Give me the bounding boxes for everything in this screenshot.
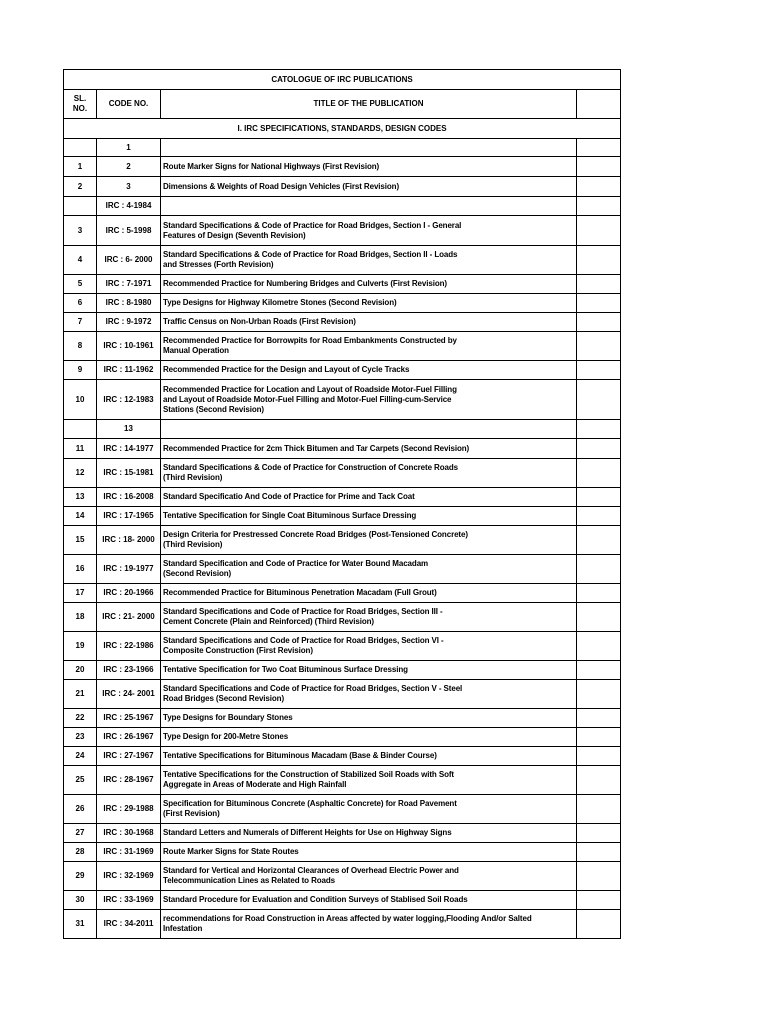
sl-no-cell: 30	[64, 891, 97, 910]
sl-no-cell: 22	[64, 709, 97, 728]
empty-cell	[577, 910, 621, 939]
code-no-cell: IRC : 5-1998	[97, 216, 161, 246]
sl-no-cell: 19	[64, 632, 97, 661]
sl-no-cell: 23	[64, 728, 97, 747]
sl-no-cell: 1	[64, 157, 97, 177]
table-row	[64, 216, 621, 246]
table-row	[64, 197, 621, 216]
empty-cell	[577, 488, 621, 507]
empty-cell	[577, 661, 621, 680]
sl-no-cell: 4	[64, 246, 97, 275]
sl-no-cell	[64, 197, 97, 216]
table-row	[64, 680, 621, 709]
table-row	[64, 439, 621, 459]
title-cell	[161, 139, 577, 157]
table-row	[64, 728, 621, 747]
title-cell: Type Designs for Highway Kilometre Stones (Second Revision)	[161, 294, 577, 313]
section-row	[64, 119, 621, 139]
empty-cell	[577, 459, 621, 488]
sl-no-cell: 7	[64, 313, 97, 332]
title-cell: Standard Letters and Numerals of Different Heights for Use on Highway Signs	[161, 824, 577, 843]
header-empty-cell	[577, 90, 621, 119]
empty-cell	[577, 177, 621, 197]
title-cell: Recommended Practice for Bituminous Penetration Macadam (Full Grout)	[161, 584, 577, 603]
header-row	[64, 90, 621, 119]
sl-no-cell	[64, 139, 97, 157]
title-cell: Standard Specificatio And Code of Practice for Prime and Tack Coat	[161, 488, 577, 507]
table-row	[64, 380, 621, 420]
title-cell: Standard Specifications & Code of Practice for Road Bridges, Section I - General Features of Design (Seventh Revision)	[161, 216, 577, 246]
table-row	[64, 709, 621, 728]
sl-no-cell: 14	[64, 507, 97, 526]
empty-cell	[577, 795, 621, 824]
header-title: TITLE OF THE PUBLICATION	[161, 90, 577, 119]
code-no-cell: IRC : 33-1969	[97, 891, 161, 910]
table-row	[64, 488, 621, 507]
sl-no-cell: 24	[64, 747, 97, 766]
empty-cell	[577, 439, 621, 459]
table-row	[64, 795, 621, 824]
table-row	[64, 507, 621, 526]
empty-cell	[577, 891, 621, 910]
title-cell: recommendations for Road Construction in Areas affected by water logging,Flooding And/or Salted Infestation	[161, 910, 577, 939]
code-no-cell: IRC : 32-1969	[97, 862, 161, 891]
empty-cell	[577, 824, 621, 843]
empty-cell	[577, 709, 621, 728]
empty-cell	[577, 157, 621, 177]
table-row	[64, 766, 621, 795]
table-row	[64, 275, 621, 294]
sl-no-cell: 29	[64, 862, 97, 891]
sl-no-cell: 9	[64, 361, 97, 380]
code-no-cell: IRC : 6- 2000	[97, 246, 161, 275]
sl-no-cell: 3	[64, 216, 97, 246]
sl-no-cell: 8	[64, 332, 97, 361]
empty-cell	[577, 747, 621, 766]
table-row	[64, 177, 621, 197]
table-row	[64, 526, 621, 555]
sl-no-cell: 25	[64, 766, 97, 795]
sl-no-cell: 2	[64, 177, 97, 197]
header-code-no: CODE NO.	[97, 90, 161, 119]
empty-cell	[577, 843, 621, 862]
title-cell: Recommended Practice for Borrowpits for Road Embankments Constructed by Manual Operation	[161, 332, 577, 361]
code-no-cell: IRC : 26-1967	[97, 728, 161, 747]
title-cell: Tentative Specifications for Bituminous Macadam (Base & Binder Course)	[161, 747, 577, 766]
sl-no-cell: 15	[64, 526, 97, 555]
table-row	[64, 246, 621, 275]
code-no-cell: IRC : 11-1962	[97, 361, 161, 380]
sl-no-cell: 11	[64, 439, 97, 459]
code-no-cell: IRC : 22-1986	[97, 632, 161, 661]
empty-cell	[577, 728, 621, 747]
code-no-cell: IRC : 29-1988	[97, 795, 161, 824]
code-no-cell: IRC : 12-1983	[97, 380, 161, 420]
sl-no-cell: 6	[64, 294, 97, 313]
empty-cell	[577, 766, 621, 795]
title-cell: Route Marker Signs for State Routes	[161, 843, 577, 862]
empty-cell	[577, 139, 621, 157]
section-heading: I. IRC SPECIFICATIONS, STANDARDS, DESIGN CODES	[64, 119, 621, 139]
table-row	[64, 294, 621, 313]
sl-no-cell: 17	[64, 584, 97, 603]
table-row	[64, 824, 621, 843]
table-row	[64, 910, 621, 939]
empty-cell	[577, 680, 621, 709]
title-cell: Standard for Vertical and Horizontal Clearances of Overhead Electric Power and Telecommunication Lines as Related to Roads	[161, 862, 577, 891]
title-cell: Recommended Practice for Numbering Bridges and Culverts (First Revision)	[161, 275, 577, 294]
empty-cell	[577, 246, 621, 275]
title-cell	[161, 197, 577, 216]
code-no-cell: 1	[97, 139, 161, 157]
table-row	[64, 891, 621, 910]
title-cell: Type Designs for Boundary Stones	[161, 709, 577, 728]
empty-cell	[577, 332, 621, 361]
code-no-cell: IRC : 34-2011	[97, 910, 161, 939]
sl-no-cell: 16	[64, 555, 97, 584]
sl-no-cell: 18	[64, 603, 97, 632]
table-row	[64, 139, 621, 157]
code-no-cell: IRC : 31-1969	[97, 843, 161, 862]
title-cell: Route Marker Signs for National Highways (First Revision)	[161, 157, 577, 177]
table-row	[64, 555, 621, 584]
table-row	[64, 584, 621, 603]
table-row	[64, 843, 621, 862]
code-no-cell: IRC : 24- 2001	[97, 680, 161, 709]
empty-cell	[577, 197, 621, 216]
empty-cell	[577, 380, 621, 420]
sl-no-cell: 28	[64, 843, 97, 862]
title-cell: Standard Specifications and Code of Practice for Road Bridges, Section VI - Composite Construction (First Revision)	[161, 632, 577, 661]
sl-no-cell: 21	[64, 680, 97, 709]
table-row	[64, 747, 621, 766]
empty-cell	[577, 313, 621, 332]
code-no-cell: IRC : 19-1977	[97, 555, 161, 584]
sl-no-cell	[64, 420, 97, 439]
title-cell: Standard Specifications & Code of Practice for Construction of Concrete Roads (Third Revision)	[161, 459, 577, 488]
title-cell	[161, 420, 577, 439]
empty-cell	[577, 603, 621, 632]
title-cell: Standard Specifications and Code of Practice for Road Bridges, Section III - Cement Concrete (Plain and Reinforced) (Third Revision)	[161, 603, 577, 632]
code-no-cell: 2	[97, 157, 161, 177]
code-no-cell: IRC : 17-1965	[97, 507, 161, 526]
title-cell: Dimensions & Weights of Road Design Vehicles (First Revision)	[161, 177, 577, 197]
table-row	[64, 332, 621, 361]
table-row	[64, 459, 621, 488]
code-no-cell: IRC : 7-1971	[97, 275, 161, 294]
sl-no-cell: 5	[64, 275, 97, 294]
code-no-cell: IRC : 14-1977	[97, 439, 161, 459]
caption-row	[64, 70, 621, 90]
header-sl-no: SL. NO.	[64, 90, 97, 119]
code-no-cell: IRC : 18- 2000	[97, 526, 161, 555]
title-cell: Traffic Census on Non-Urban Roads (First Revision)	[161, 313, 577, 332]
code-no-cell: 3	[97, 177, 161, 197]
title-cell: Standard Specifications & Code of Practice for Road Bridges, Section II - Loads and Stresses (Forth Revision)	[161, 246, 577, 275]
sl-no-cell: 12	[64, 459, 97, 488]
empty-cell	[577, 420, 621, 439]
code-no-cell: IRC : 4-1984	[97, 197, 161, 216]
title-cell: Standard Specification and Code of Practice for Water Bound Macadam (Second Revision)	[161, 555, 577, 584]
title-cell: Tentative Specification for Two Coat Bituminous Surface Dressing	[161, 661, 577, 680]
table-row	[64, 603, 621, 632]
empty-cell	[577, 555, 621, 584]
empty-cell	[577, 275, 621, 294]
table-row	[64, 420, 621, 439]
empty-cell	[577, 294, 621, 313]
title-cell: Type Design for 200-Metre Stones	[161, 728, 577, 747]
table-row	[64, 661, 621, 680]
title-cell: Design Criteria for Prestressed Concrete Road Bridges (Post-Tensioned Concrete) (Third Revision)	[161, 526, 577, 555]
empty-cell	[577, 862, 621, 891]
code-no-cell: IRC : 28-1967	[97, 766, 161, 795]
catalogue-caption: CATOLOGUE OF IRC PUBLICATIONS	[64, 70, 621, 90]
title-cell: Specification for Bituminous Concrete (Asphaltic Concrete) for Road Pavement (First Revision)	[161, 795, 577, 824]
code-no-cell: IRC : 16-2008	[97, 488, 161, 507]
code-no-cell: IRC : 27-1967	[97, 747, 161, 766]
empty-cell	[577, 584, 621, 603]
sl-no-cell: 26	[64, 795, 97, 824]
sl-no-cell: 13	[64, 488, 97, 507]
title-cell: Recommended Practice for Location and Layout of Roadside Motor-Fuel Filling and Layout of Roadside Motor-Fuel Filling and Motor-Fuel Filling-cum-Service Stations (Second Revision)	[161, 380, 577, 420]
empty-cell	[577, 526, 621, 555]
code-no-cell: IRC : 10-1961	[97, 332, 161, 361]
sl-no-cell: 20	[64, 661, 97, 680]
sl-no-cell: 10	[64, 380, 97, 420]
code-no-cell: IRC : 9-1972	[97, 313, 161, 332]
table-row	[64, 361, 621, 380]
empty-cell	[577, 632, 621, 661]
table-row	[64, 632, 621, 661]
empty-cell	[577, 361, 621, 380]
title-cell: Standard Procedure for Evaluation and Condition Surveys of Stablised Soil Roads	[161, 891, 577, 910]
code-no-cell: IRC : 15-1981	[97, 459, 161, 488]
code-no-cell: IRC : 30-1968	[97, 824, 161, 843]
title-cell: Tentative Specifications for the Construction of Stabilized Soil Roads with Soft Aggregate in Areas of Moderate and High Rainfall	[161, 766, 577, 795]
code-no-cell: IRC : 25-1967	[97, 709, 161, 728]
table-row	[64, 157, 621, 177]
code-no-cell: IRC : 23-1966	[97, 661, 161, 680]
title-cell: Recommended Practice for the Design and Layout of Cycle Tracks	[161, 361, 577, 380]
table-row	[64, 313, 621, 332]
empty-cell	[577, 216, 621, 246]
empty-cell	[577, 507, 621, 526]
title-cell: Tentative Specification for Single Coat Bituminous Surface Dressing	[161, 507, 577, 526]
sl-no-cell: 27	[64, 824, 97, 843]
code-no-cell: IRC : 20-1966	[97, 584, 161, 603]
code-no-cell: 13	[97, 420, 161, 439]
sl-no-cell: 31	[64, 910, 97, 939]
table-row	[64, 862, 621, 891]
publications-table	[63, 69, 621, 939]
code-no-cell: IRC : 8-1980	[97, 294, 161, 313]
code-no-cell: IRC : 21- 2000	[97, 603, 161, 632]
title-cell: Standard Specifications and Code of Practice for Road Bridges, Section V - Steel Road Bridges (Second Revision)	[161, 680, 577, 709]
title-cell: Recommended Practice for 2cm Thick Bitumen and Tar Carpets (Second Revision)	[161, 439, 577, 459]
